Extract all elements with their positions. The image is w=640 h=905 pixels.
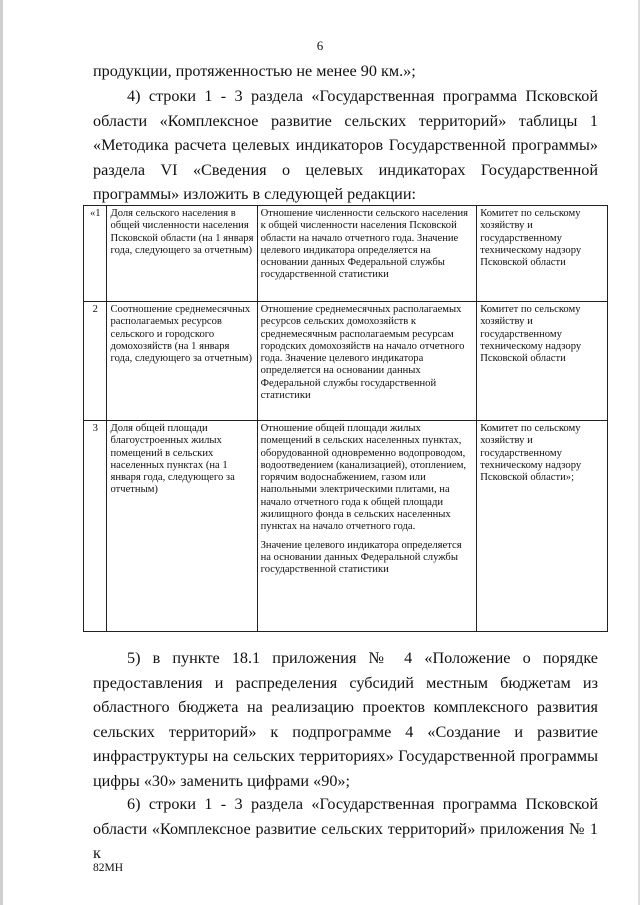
paragraph-continuation: продукции, протяженностью не менее 90 км.»; — [93, 62, 416, 80]
row-number: 3 — [84, 421, 107, 632]
paragraph-item-4: 4) строки 1 - 3 раздела «Государственная программа Псковской области «Комплексное развитие сельских территорий» таблицы 1 «Методика расчета целевых индикаторов Государственной программы» раздела VI «Сведения о целевых индикаторах Государственной программы» изложить в следующей редакции: — [93, 87, 598, 203]
indicator-name: Соотношение среднемесячных располагаемых ресурсов сельского и городского домохозяйств (на 1 января года, следующего за отчетным) — [107, 302, 257, 421]
calculation-method — [257, 206, 477, 302]
scan-edge-left — [0, 0, 3, 905]
table-row — [84, 302, 608, 421]
page-number: 6 — [316, 38, 324, 53]
calculation-method — [257, 421, 477, 632]
paragraph-item-5: 5) в пункте 18.1 приложения № 4 «Положение о порядке предоставления и распределения субсидий местным бюджетам из областного бюджета на реализацию проектов комплексного развития сельских территорий» к подпрограмме 4 «Создание и развитие инфраструктуры на сельских территориях» Государственной программы цифры «30» заменить цифрами «90»; — [93, 649, 598, 790]
method-source-text: Значение целевого индикатора определяется на основании данных Федеральной службы государственной статистики — [260, 539, 462, 576]
calculation-method — [257, 302, 477, 421]
table-row — [84, 421, 608, 632]
indicators-table — [83, 205, 608, 632]
method-text: Отношение численности сельского населения к общей численности населения Псковской области на начало отчетного года. Значение целевого индикатора определяется на основании данных Федеральной службы государственной статистики — [260, 208, 469, 281]
row-number: «1 — [84, 206, 107, 302]
responsible-body: Комитет по сельскому хозяйству и государственному техническому надзору Псковской области»; — [477, 421, 608, 632]
method-text: Отношение среднемесячных располагаемых ресурсов сельских домохозяйств к среднемесячным располагаемым ресурсам городских домохозяйств на начало отчетного года. Значение целевого индикатора определяется на основании данных Федеральной службы государственной статистики — [260, 304, 465, 402]
indicator-name: Доля сельского населения в общей численности населения Псковской области (на 1 января года, следующего за отчетным) — [107, 206, 257, 302]
indicator-name: Доля общей площади благоустроенных жилых помещений в сельских населенных пунктах (на 1 января года, следующего за отчетным) — [107, 421, 257, 632]
document-code: 82МН — [93, 862, 124, 874]
row-number: 2 — [84, 302, 107, 421]
method-text: Отношение общей площади жилых помещений в сельских населенных пунктах, оборудованной одновременно водопроводом, водоотведением (канализацией), отоплением, горячим водоснабжением, газом или напольными электрическими плитами, на начало отчетного года к общей площади жилищного фонда в сельских населенных пунктах на начало отчетного года. — [260, 423, 467, 533]
paragraph-item-6: 6) строки 1 - 3 раздела «Государственная программа Псковской области «Комплексное развитие сельских территорий» приложения № 1 к — [93, 795, 598, 862]
responsible-body: Комитет по сельскому хозяйству и государственному техническому надзору Псковской области — [477, 206, 608, 302]
table-row — [84, 206, 608, 302]
responsible-body: Комитет по сельскому хозяйству и государственному техническому надзору Псковской области — [477, 302, 608, 421]
